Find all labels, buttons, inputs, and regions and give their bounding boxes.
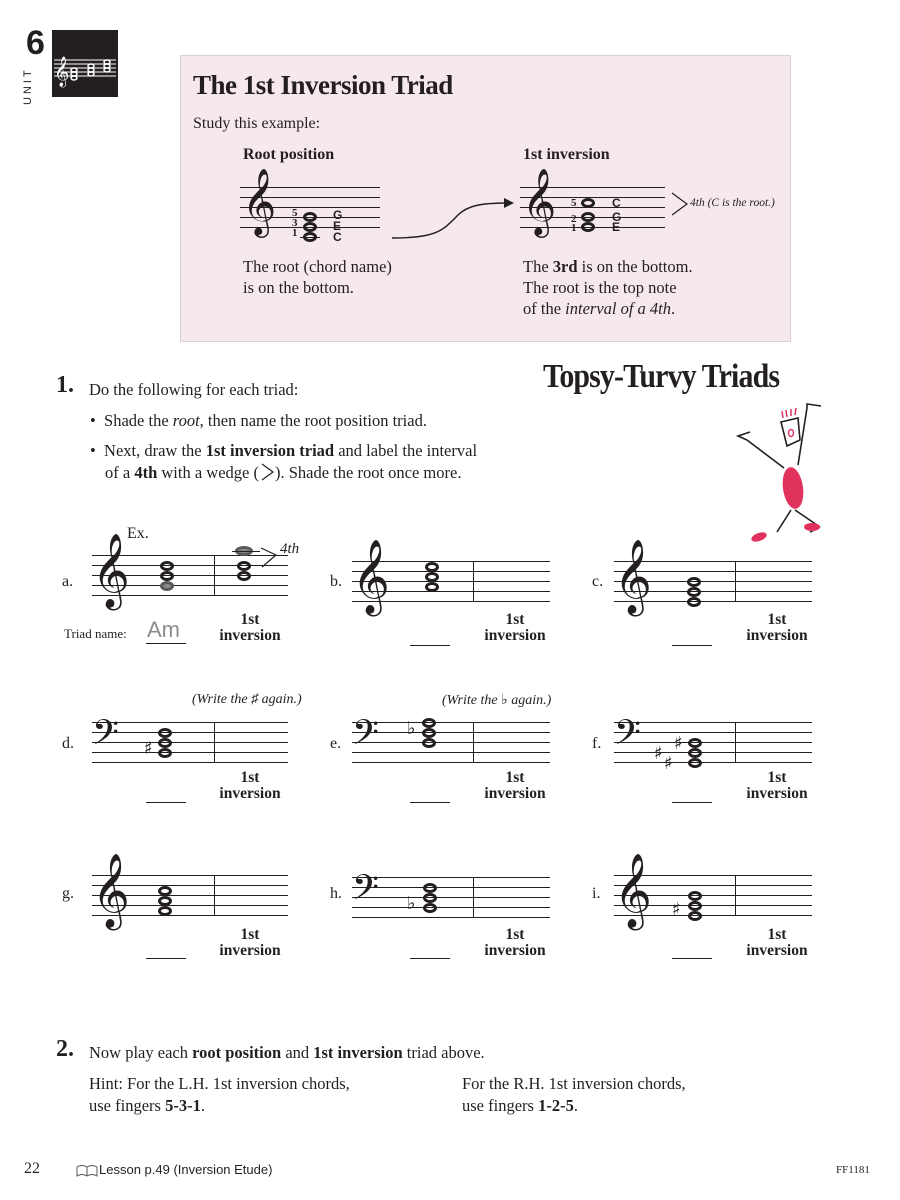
inversion-label: 1st inversion: [746, 926, 808, 959]
inversion-label: 1st inversion: [484, 769, 546, 802]
note-name: C: [612, 196, 621, 210]
finger-number: 1: [292, 227, 298, 239]
item-label: f.: [592, 735, 602, 752]
finger-number: 1: [571, 222, 577, 234]
finger-number: 2: [571, 213, 577, 225]
item-label: a.: [62, 573, 74, 590]
note-e: [581, 222, 595, 232]
flat-icon: ♭: [407, 718, 416, 739]
answer-blank[interactable]: [672, 958, 712, 959]
note: [688, 748, 702, 758]
root-position-staff: [240, 167, 380, 250]
desc-line: is on the bottom.: [243, 278, 354, 297]
note: [423, 893, 437, 903]
answer-blank[interactable]: [410, 802, 450, 803]
unit-staff-icon: [52, 30, 118, 97]
note-c: [581, 198, 595, 208]
answer-blank[interactable]: [410, 958, 450, 959]
exercise-d: [62, 690, 322, 810]
first-inversion-heading: 1st inversion: [523, 146, 610, 163]
rh-hint: For the R.H. 1st inversion chords, use fingers 1-2-5.: [462, 1074, 686, 1115]
treble-clef-icon: 𝄞: [614, 540, 652, 614]
finger-number: 5: [292, 207, 298, 219]
wedge-icon: [260, 547, 280, 569]
item-label: g.: [62, 885, 74, 902]
answer-blank[interactable]: [672, 802, 712, 803]
lesson-reference: Lesson p.49 (Inversion Etude): [99, 1162, 273, 1177]
sharp-icon: ♯: [674, 733, 683, 754]
note-e: [303, 222, 317, 232]
exercise-1-instruction: Do the following for each triad:: [89, 380, 299, 399]
item-label: e.: [330, 735, 342, 752]
note: [425, 562, 439, 572]
sharp-icon: ♯: [144, 738, 153, 759]
note: [688, 738, 702, 748]
note: [237, 571, 251, 581]
item-label: i.: [592, 885, 601, 902]
triad-name-answer: Am: [147, 617, 180, 642]
exercise-2-instruction: Now play each root position and 1st inversion triad above.: [89, 1043, 485, 1062]
sharp-icon: ♯: [672, 899, 681, 920]
note: [423, 903, 437, 913]
shaded-root-note: [160, 581, 174, 591]
note: [687, 577, 701, 587]
desc-line: The root (chord name): [243, 257, 392, 276]
note: [422, 718, 436, 728]
note: [237, 561, 251, 571]
wedge-caption: 4th (C is the root.): [690, 197, 775, 209]
exercise-i: [592, 855, 822, 965]
desc-line: The 3rd is on the bottom.: [523, 257, 693, 276]
note: [158, 738, 172, 748]
inversion-description: [523, 256, 693, 319]
exercise-c: [592, 540, 822, 655]
study-label: Study this example:: [193, 115, 321, 132]
inversion-label: 1st inversion: [219, 769, 281, 802]
item-label: h.: [330, 885, 342, 902]
exercise-e: [330, 690, 570, 810]
note: [425, 582, 439, 592]
unit-emblem: [52, 30, 118, 97]
catalog-code: FF1181: [836, 1164, 870, 1176]
note: [160, 561, 174, 571]
note: [425, 572, 439, 582]
triad-name-label: Triad name:: [64, 626, 127, 641]
inversion-label: 1st inversion: [484, 926, 546, 959]
item-label: b.: [330, 573, 342, 590]
inversion-label: 1st inversion: [484, 611, 546, 644]
desc-line: The root is the top note: [523, 278, 677, 297]
bass-clef-icon: 𝄢: [92, 712, 120, 761]
note-name: E: [612, 220, 621, 234]
finger-number: 5: [571, 197, 577, 209]
sharp-icon: ♯: [654, 743, 663, 764]
treble-clef-icon: 𝄞: [92, 854, 130, 928]
exercise-2-number: 2.: [56, 1036, 74, 1062]
wedge-icon: [671, 192, 689, 216]
accidental-hint: (Write the ♭ again.): [442, 693, 552, 708]
arrow-icon: [388, 195, 518, 245]
page-number: 22: [24, 1160, 40, 1177]
unit-number: 6: [26, 24, 45, 62]
note: [688, 901, 702, 911]
note-name: C: [333, 230, 342, 244]
note: [422, 728, 436, 738]
note: [422, 738, 436, 748]
treble-clef-icon: 𝄞: [352, 540, 390, 614]
item-label: c.: [592, 573, 604, 590]
note: [158, 748, 172, 758]
unit-label: UNIT: [22, 67, 34, 105]
flat-icon: ♭: [407, 893, 416, 914]
exercise-f: [592, 690, 822, 810]
example-label: Ex.: [127, 525, 149, 542]
inversion-label: 1st inversion: [746, 611, 808, 644]
note: [687, 597, 701, 607]
lh-hint: Hint: For the L.H. 1st inversion chords, use fingers 5-3-1.: [89, 1074, 350, 1115]
answer-blank[interactable]: [146, 643, 186, 644]
note-g: [581, 212, 595, 222]
note: [688, 911, 702, 921]
interval-label: 4th: [280, 541, 300, 557]
finger-number: 3: [292, 217, 298, 229]
note: [423, 883, 437, 893]
bass-clef-icon: 𝄢: [352, 867, 380, 916]
treble-clef-icon: 𝄞: [92, 534, 130, 608]
answer-blank[interactable]: [146, 802, 186, 803]
wedge-icon: [259, 463, 275, 481]
note-name: G: [612, 210, 622, 224]
desc-line: of the interval of a 4th.: [523, 299, 676, 318]
exercise-1-number: 1.: [56, 372, 74, 398]
page-title: Topsy-Turvy Triads: [543, 358, 780, 395]
inversion-label: 1st inversion: [219, 611, 281, 644]
note: [158, 896, 172, 906]
answer-blank[interactable]: [146, 958, 186, 959]
bass-clef-icon: 𝄢: [614, 712, 642, 761]
exercise-a: [62, 534, 312, 655]
answer-blank[interactable]: [672, 645, 712, 646]
first-inversion-staff: [520, 167, 665, 250]
answer-blank[interactable]: [410, 645, 450, 646]
exercise-g: [62, 855, 322, 965]
treble-clef-icon: 𝄞: [522, 167, 557, 235]
book-icon: [76, 1164, 98, 1177]
note: [160, 571, 174, 581]
inversion-label: 1st inversion: [219, 926, 281, 959]
note-g: [303, 212, 317, 222]
singing-figure-illustration: [735, 400, 830, 545]
exercise-h: [330, 855, 570, 965]
bullet-shade-root: • Shade the root, then name the root position triad.: [90, 411, 427, 430]
treble-clef-icon: 𝄞: [614, 854, 652, 928]
note: [688, 891, 702, 901]
note: [158, 886, 172, 896]
note: [158, 906, 172, 916]
item-label: d.: [62, 735, 74, 752]
note-name: E: [333, 219, 342, 233]
exercise-b: [330, 540, 560, 655]
note-name: G: [333, 208, 343, 222]
note: [688, 758, 702, 768]
bullet-draw-inversion: • Next, draw the 1st inversion triad and label the interval of a 4th with a wedge ( ). Shade the root once more.: [90, 441, 478, 482]
note: [687, 587, 701, 597]
bass-clef-icon: 𝄢: [352, 712, 380, 761]
note: [158, 728, 172, 738]
accidental-hint: (Write the ♯ again.): [192, 692, 302, 707]
sharp-icon: ♯: [664, 753, 673, 774]
info-title: The 1st Inversion Triad: [193, 70, 453, 100]
svg-text:𝄞: 𝄞: [54, 57, 70, 87]
root-position-heading: Root position: [243, 146, 335, 163]
root-description: [243, 256, 392, 298]
inversion-label: 1st inversion: [746, 769, 808, 802]
treble-clef-icon: 𝄞: [242, 167, 277, 235]
